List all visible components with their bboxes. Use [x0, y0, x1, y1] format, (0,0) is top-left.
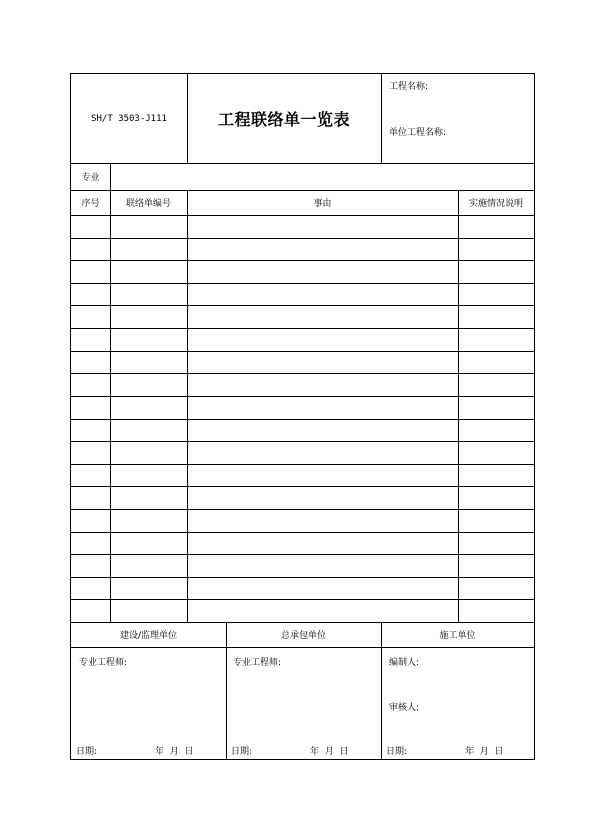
date-label: 日期:: [76, 747, 98, 757]
page-title: 工程联络单一览表: [217, 110, 350, 129]
table-row: [71, 238, 534, 239]
table-row: [71, 260, 534, 261]
table-row: [71, 441, 534, 442]
engineer-label: 专业工程师:: [233, 658, 282, 668]
table-row: [71, 215, 534, 216]
sig-unit-general-contractor: 总承包单位: [280, 631, 326, 641]
table-row: [71, 283, 534, 284]
divider: [71, 647, 534, 648]
table-row: [71, 328, 534, 329]
table-row: [71, 464, 534, 465]
date-label: 日期:: [386, 747, 408, 757]
column-divider: [187, 190, 188, 622]
date-ymd: 年 月 日: [155, 747, 194, 757]
table-row: [71, 599, 534, 600]
discipline-label: 专业: [81, 173, 100, 183]
date-ymd: 年 月 日: [465, 747, 504, 757]
date-label: 日期:: [231, 747, 253, 757]
sig-unit-owner-supervisor: 建设/监理单位: [119, 631, 178, 641]
table-row: [71, 509, 534, 510]
column-divider: [458, 190, 459, 622]
column-divider: [110, 190, 111, 622]
column-header-seq: 序号: [81, 199, 100, 209]
divider: [71, 163, 534, 164]
date-ymd: 年 月 日: [310, 747, 349, 757]
prepared-by-label: 编制人:: [389, 658, 420, 668]
column-header-remark: 实施情况说明: [468, 199, 523, 209]
reviewed-by-label: 审核人:: [389, 703, 420, 713]
table-row: [71, 532, 534, 533]
unit-project-name-label: 单位工程名称:: [389, 128, 447, 138]
table-row: [71, 305, 534, 306]
table-row: [71, 351, 534, 352]
engineering-contact-list-form: [70, 73, 535, 760]
divider: [381, 74, 382, 163]
table-row: [71, 577, 534, 578]
table-row: [71, 486, 534, 487]
table-row: [71, 554, 534, 555]
table-row: [71, 396, 534, 397]
table-row: [71, 373, 534, 374]
column-header-number: 联络单编号: [125, 199, 171, 209]
sig-unit-construction: 施工单位: [439, 631, 476, 641]
project-name-label: 工程名称:: [389, 82, 429, 92]
column-header-subject: 事由: [313, 199, 332, 209]
divider: [110, 163, 111, 190]
table-row: [71, 419, 534, 420]
engineer-label: 专业工程师:: [79, 658, 128, 668]
form-code: SH/T 3503-J111: [91, 113, 167, 124]
